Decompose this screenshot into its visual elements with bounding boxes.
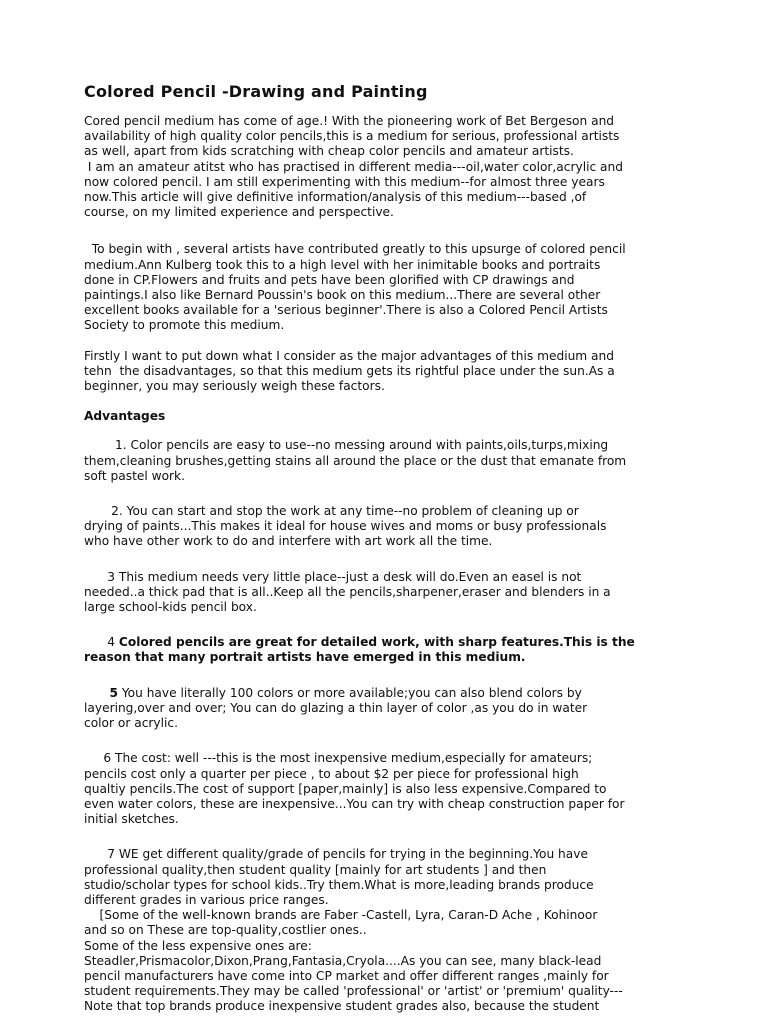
advantage-point-5 xyxy=(84,686,684,732)
text-line: 6 The cost: well ---this is the most inexpensive medium,especially for amateurs; xyxy=(84,751,593,766)
text-line: color or acrylic. xyxy=(84,716,178,731)
advantage-point-3 xyxy=(84,570,684,616)
advantage-point-4 xyxy=(84,635,684,665)
text-line: Note that top brands produce inexpensive student grades also, because the student xyxy=(84,999,600,1014)
text-line: large school-kids pencil box. xyxy=(84,600,257,615)
point-number: 4 xyxy=(84,635,119,650)
text-line: pencil manufacturers have come into CP market and offer different ranges ,mainly for xyxy=(84,968,609,983)
text-line: drying of paints...This makes it ideal for house wives and moms or busy professionals xyxy=(84,519,607,534)
text-line: excellent books available for a 'serious beginner'.There is also a Colored Pencil Artists xyxy=(84,303,608,318)
text-line: as well, apart from kids scratching with cheap color pencils and amateur artists. xyxy=(84,144,574,159)
text-line: Firstly I want to put down what I consider as the major advantages of this medium and xyxy=(84,348,614,363)
text-line: Some of the less expensive ones are: xyxy=(84,938,312,953)
advantage-point-7 xyxy=(84,847,684,1014)
firstly-paragraph xyxy=(84,349,684,395)
text-line: professional quality,then student quality [mainly for art students ] and then xyxy=(84,862,547,877)
text-line: now.This article will give definitive information/analysis of this medium---based ,of xyxy=(84,190,587,205)
text-line: To begin with , several artists have contributed greatly to this upsurge of colored pencil xyxy=(84,242,626,257)
text-line: who have other work to do and interfere with art work all the time. xyxy=(84,534,493,549)
text-line: 1. Color pencils are easy to use--no messing around with paints,oils,turps,mixing xyxy=(84,438,609,453)
document-title: Colored Pencil -Drawing and Painting xyxy=(84,82,428,101)
text-line: done in CP.Flowers and fruits and pets have been glorified with CP drawings and xyxy=(84,272,575,287)
text-line: 2. You can start and stop the work at any time--no problem of cleaning up or xyxy=(84,504,579,519)
text-line: I am an amateur atitst who has practised in different media---oil,water color,acrylic and xyxy=(84,159,623,174)
document-page xyxy=(84,82,684,1015)
text-line: paintings.I also like Bernard Poussin's book on this medium...There are several other xyxy=(84,288,601,303)
text-line: student requirements.They may be called 'professional' or 'artist' or 'premium' quality--- xyxy=(84,984,623,999)
text-line: qualtiy pencils.The cost of support [paper,mainly] is also less expensive.Compared to xyxy=(84,781,607,796)
text-line: soft pastel work. xyxy=(84,468,185,483)
text-line: needed..a thick pad that is all..Keep all the pencils,sharpener,eraser and blenders in a xyxy=(84,584,611,599)
text-line: studio/scholar types for school kids..Try them.What is more,leading brands produce xyxy=(84,877,594,892)
text-line: layering,over and over; You can do glazing a thin layer of color ,as you do in water xyxy=(84,700,588,715)
text-line: tehn the disadvantages, so that this medium gets its rightful place under the sun.As a xyxy=(84,363,615,378)
text-line xyxy=(84,686,684,701)
line-text: You have literally 100 colors or more available;you can also blend colors by xyxy=(117,685,582,700)
text-line: different grades in various price ranges. xyxy=(84,892,329,907)
text-line: medium.Ann Kulberg took this to a high level with her inimitable books and portraits xyxy=(84,257,601,272)
text-line: initial sketches. xyxy=(84,812,179,827)
intro-paragraph xyxy=(84,114,684,220)
text-line: even water colors, these are inexpensive...You can try with cheap construction paper for xyxy=(84,796,625,811)
text-line: [Some of the well-known brands are Faber -Castell, Lyra, Caran-D Ache , Kohinoor xyxy=(84,908,598,923)
text-line: 7 WE get different quality/grade of pencils for trying in the beginning.You have xyxy=(84,847,588,862)
text-line: Society to promote this medium. xyxy=(84,318,285,333)
begin-paragraph xyxy=(84,242,684,333)
text-line: Cored pencil medium has come of age.! With the pioneering work of Bet Bergeson and xyxy=(84,114,615,128)
advantages-heading: Advantages xyxy=(84,409,166,424)
bold-text: Colored pencils are great for detailed work, with sharp features.This is the xyxy=(118,635,635,650)
text-line: Steadler,Prismacolor,Dixon,Prang,Fantasia,Cryola....As you can see, many black-lead xyxy=(84,953,602,968)
text-line: them,cleaning brushes,getting stains all around the place or the dust that emanate from xyxy=(84,453,627,468)
text-line: pencils cost only a quarter per piece , to about $2 per piece for professional high xyxy=(84,766,579,781)
point-number: 5 xyxy=(84,685,118,700)
advantage-point-1 xyxy=(84,438,684,484)
text-line: availability of high quality color pencils,this is a medium for serious, professional artists xyxy=(84,129,620,144)
text-line: course, on my limited experience and perspective. xyxy=(84,205,394,220)
text-line: now colored pencil. I am still experimenting with this medium--for almost three years xyxy=(84,174,605,189)
advantage-point-6 xyxy=(84,751,684,827)
advantage-point-2 xyxy=(84,504,684,550)
text-line: 3 This medium needs very little place--just a desk will do.Even an easel is not xyxy=(84,569,582,584)
text-line: and so on These are top-quality,costlier ones.. xyxy=(84,923,367,938)
text-line: beginner, you may seriously weigh these factors. xyxy=(84,379,385,394)
text-line xyxy=(84,635,684,650)
text-line: reason that many portrait artists have emerged in this medium. xyxy=(84,650,526,665)
